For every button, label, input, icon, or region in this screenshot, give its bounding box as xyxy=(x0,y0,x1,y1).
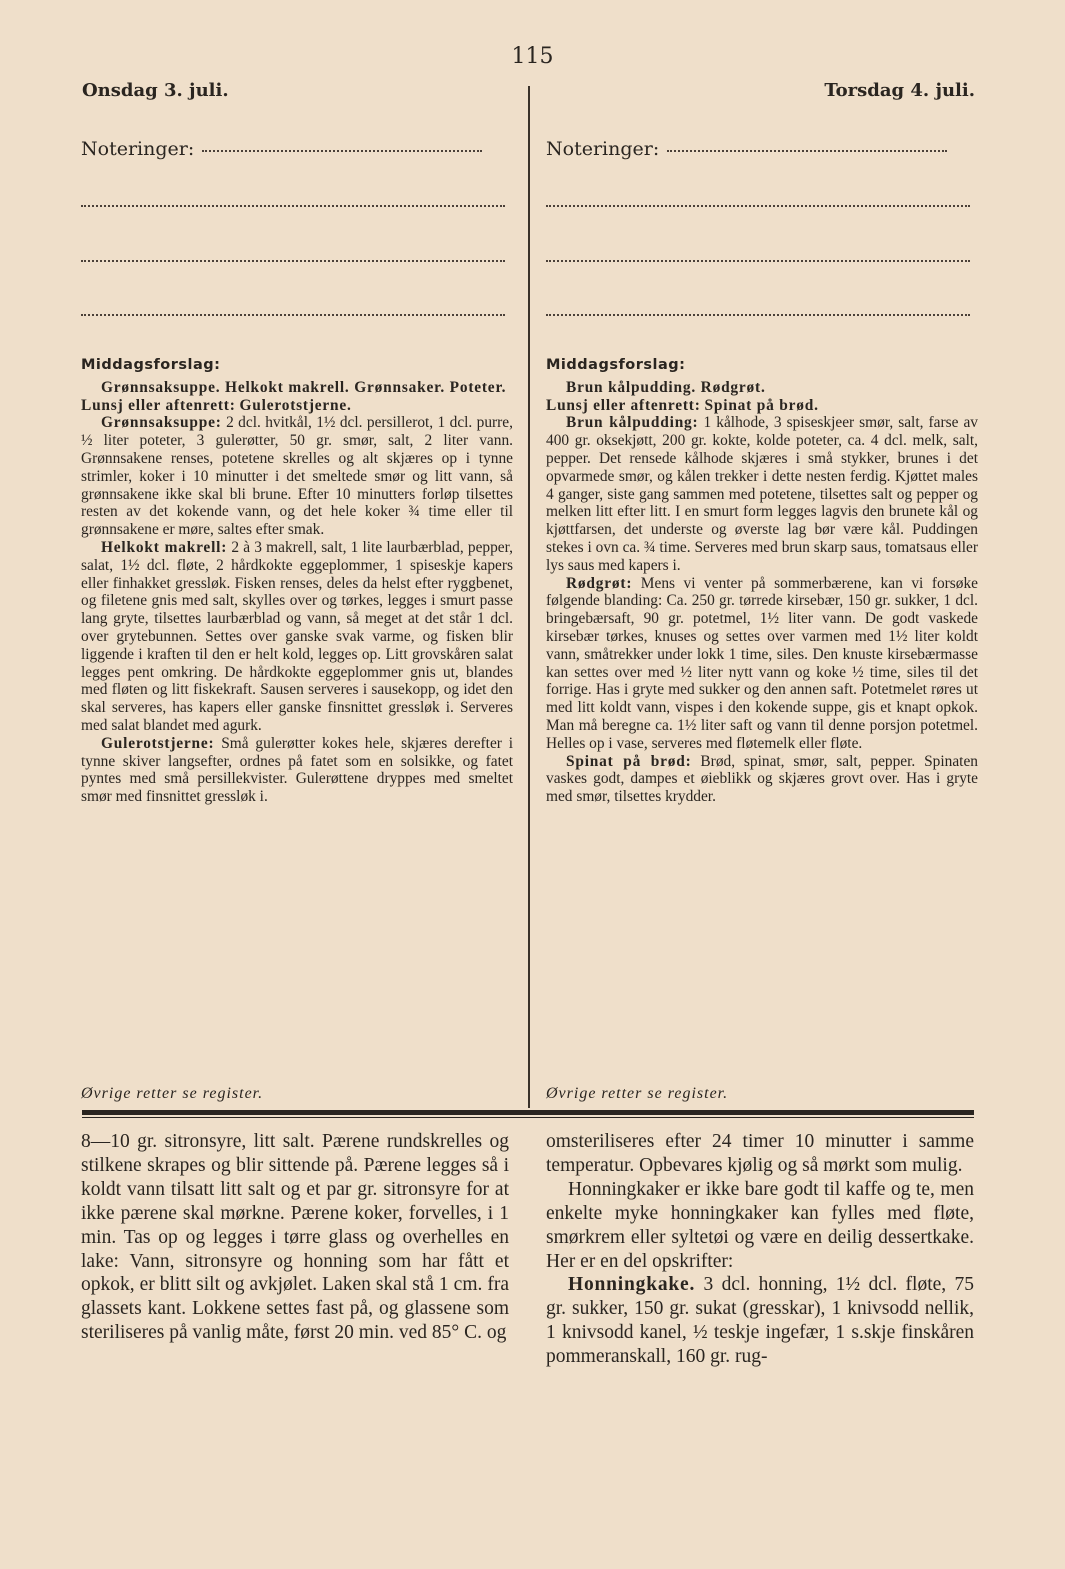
lunch-label: Lunsj eller aftenrett: xyxy=(546,396,701,414)
paragraph: 8—10 gr. sitronsyre, litt salt. Pærene rundskrelles og stilkene skrapes og blir sittende på. Pærene legges så i koldt vann tilsatt litt salt og et par gr. sitronsyre for at ikke pærene skal mørkne. Pærene koker, forvelles, i 1 min. Tas op og legges i tørre glass og overhelles en lake: Vann, sitronsyre og honning som har fått et opkok, er blitt silt og avkjølet. Laken skal stå 1 cm. fra glassets kant. Lokkene settes fast på, og glassene som steriliseres på vanlig måte, først 20 min. ved 85° C. og xyxy=(81,1131,509,1344)
recipe-title: Spinat på brød: xyxy=(566,752,692,770)
notes-dots xyxy=(667,150,947,152)
section-rule-thin xyxy=(82,1117,974,1118)
suggest-label: Middagsforslag: xyxy=(546,357,686,373)
notes-line xyxy=(546,260,970,262)
suggest-label: Middagsforslag: xyxy=(81,357,221,373)
recipe-title: Rødgrøt: xyxy=(566,574,633,592)
recipe-text: 2 dcl. hvitkål, 1½ dcl. persillerot, 1 dcl. purre, ½ liter poteter, 3 gulerøtter, 50 gr. smør, salt, 2 liter vann. Grønnsakene renses, potetene skrelles og alt skjæres op i tynne strimler, koker i 10 minutter i det smeltede smør og litt vann, så grønnsakene ikke skal bli brune. Efter 10 minutters forløp tilsettes resten av det kokende vann, og det hele koker ¾ time eller til grønnsakene er møre, saltes efter smak. xyxy=(81,414,513,539)
notes-line xyxy=(81,260,505,262)
recipe-text: 1 kålhode, 3 spiseskjeer smør, salt, farse av 400 gr. oksekjøtt, 200 gr. kokte, kolde poteter, ca. 4 dcl. melk, salt, pepper. Det rensede kålhode skjæres i små stykker, brunes i det opvarmede smør, og kålen trekker i dette nesten ferdig. Kjøttet males 4 ganger, siste gang sammen med potetene, tilsettes salt og pepper og melken litt efter litt. I en smurt form legges lagvis den brunete kål og kjøttfarsen, det underste og øverste lag bør være kål. Puddingen stekes i ovn ca. ¾ time. Serveres med brun skarp saus, tomatsaus eller lys saus med kapers i. xyxy=(546,414,978,574)
lunch: Gulerotstjerne. xyxy=(239,396,352,414)
column-divider xyxy=(528,86,530,1108)
recipe-title: Honningkake. xyxy=(568,1274,696,1296)
recipe-text: 3 dcl. honning, 1½ dcl. fløte, 75 gr. sukker, 150 gr. sukat (gresskar), 1 knivsodd nellik, 1 knivsodd kanel, ½ teskje ingefær, 1 s.skje finskåren pommeranskall, 160 gr. rug- xyxy=(546,1274,974,1368)
day-header-left: Onsdag 3. juli. xyxy=(82,80,229,101)
paragraph: Honningkaker er ikke bare godt til kaffe og te, men enkelte myke honningkaker kan fylles med fløte, smørkrem eller syltetøi og være en deilig dessertkake. Her er en del opskrifter: xyxy=(546,1178,974,1272)
lunch-label: Lunsj eller aftenrett: xyxy=(81,396,236,414)
recipe-text: Små gulerøtter kokes hele, skjæres derefter i tynne skiver langsefter, ordnes på fatet som en solsikke, og fatet pyntes med små persillekvister. Gulerøttene dryppes med smeltet smør med finsnittet gressløk i. xyxy=(81,734,513,806)
lower-text-left xyxy=(81,1130,509,1345)
notes-line xyxy=(81,314,505,316)
notes-line xyxy=(546,205,970,207)
notes-label: Noteringer: xyxy=(546,138,660,160)
recipe-title: Helkokt makrell: xyxy=(101,538,228,556)
notes-line xyxy=(81,205,505,207)
recipes-left xyxy=(81,357,513,806)
recipes-right xyxy=(546,357,978,806)
notes-section-right xyxy=(546,138,947,160)
menu: Brun kålpudding. Rødgrøt. xyxy=(566,378,766,396)
lunch: Spinat på brød. xyxy=(704,396,819,414)
notes-section-left xyxy=(81,138,482,160)
menu: Grønnsaksuppe. Helkokt makrell. Grønnsaker. Poteter. xyxy=(101,378,507,396)
lower-text-right xyxy=(546,1130,974,1369)
recipe-text: Mens vi venter på sommerbærene, kan vi forsøke følgende blanding: Ca. 250 gr. tørrede kirsebær, 150 gr. sukker, 1 dcl. bringebærsaft, 90 gr. potetmel, 1½ liter vann. De godt vaskede kirsebær tørkes, knuses og settes over varmen med 1½ liter koldt vann, småtrekker under lokk 1 time, siles. Den knuste kirsebærmasse kan settes over med ½ liter nytt vann og koke ½ time, siles til det forrige. Has i gryte med sukker og den annen saft. Potetmelet røres ut med litt koldt vann, vispes i den kokende suppe, gis et knapt opkok. Man må beregne ca. 1½ liter saft og vann til denne porsjon potetmel. Helles op i vase, serveres med fløtemelk eller fløte. xyxy=(546,574,978,752)
day-header-right: Torsdag 4. juli. xyxy=(824,80,975,101)
recipe-title: Grønnsaksuppe: xyxy=(101,414,222,432)
paragraph: omsteriliseres efter 24 timer 10 minutter i samme temperatur. Opbevares kjølig og så mørkt som mulig. xyxy=(546,1131,974,1176)
notes-label: Noteringer: xyxy=(81,138,195,160)
recipe-title: Brun kålpudding: xyxy=(566,414,699,432)
recipe-text: Brød, spinat, smør, salt, pepper. Spinaten vaskes godt, dampes et øieblikk og skjæres grovt over. Has i gryte med smør, tilsettes krydder. xyxy=(546,752,978,806)
footer-note-right: Øvrige retter se register. xyxy=(546,1085,729,1102)
recipe-text: 2 à 3 makrell, salt, 1 lite laurbærblad, pepper, salat, 1½ dcl. fløte, 2 hårdkokte eggeplommer, 1 spiseskje kapers eller finhakket gressløk. Fisken renses, deles da helst efter ryggbenet, og filetene gnis med salt, skylles over og tørkes, legges i smurt passe lang gryte, tilsettes laurbærblad og vann, så meget at det står 1 dcl. over grytebunnen. Settes over ganske svak varme, og fisken blir liggende i kraften til den er helt kold, legges op. Litt grovskåren salat legges pent omkring. De hårdkokte eggeplommer gnis ut, blandes med fløten og litt fiskekraft. Sausen serveres i sausekopp, og idet den skal serveres, has kapers eller ganske finsnittet gressløk i. Serveres med salat blandet med agurk. xyxy=(81,538,513,734)
notes-dots xyxy=(202,150,482,152)
footer-note-left: Øvrige retter se register. xyxy=(81,1085,264,1102)
page-number: 115 xyxy=(511,44,554,69)
recipe-title: Gulerotstjerne: xyxy=(101,734,215,752)
section-rule xyxy=(82,1110,974,1115)
notes-line xyxy=(546,314,970,316)
